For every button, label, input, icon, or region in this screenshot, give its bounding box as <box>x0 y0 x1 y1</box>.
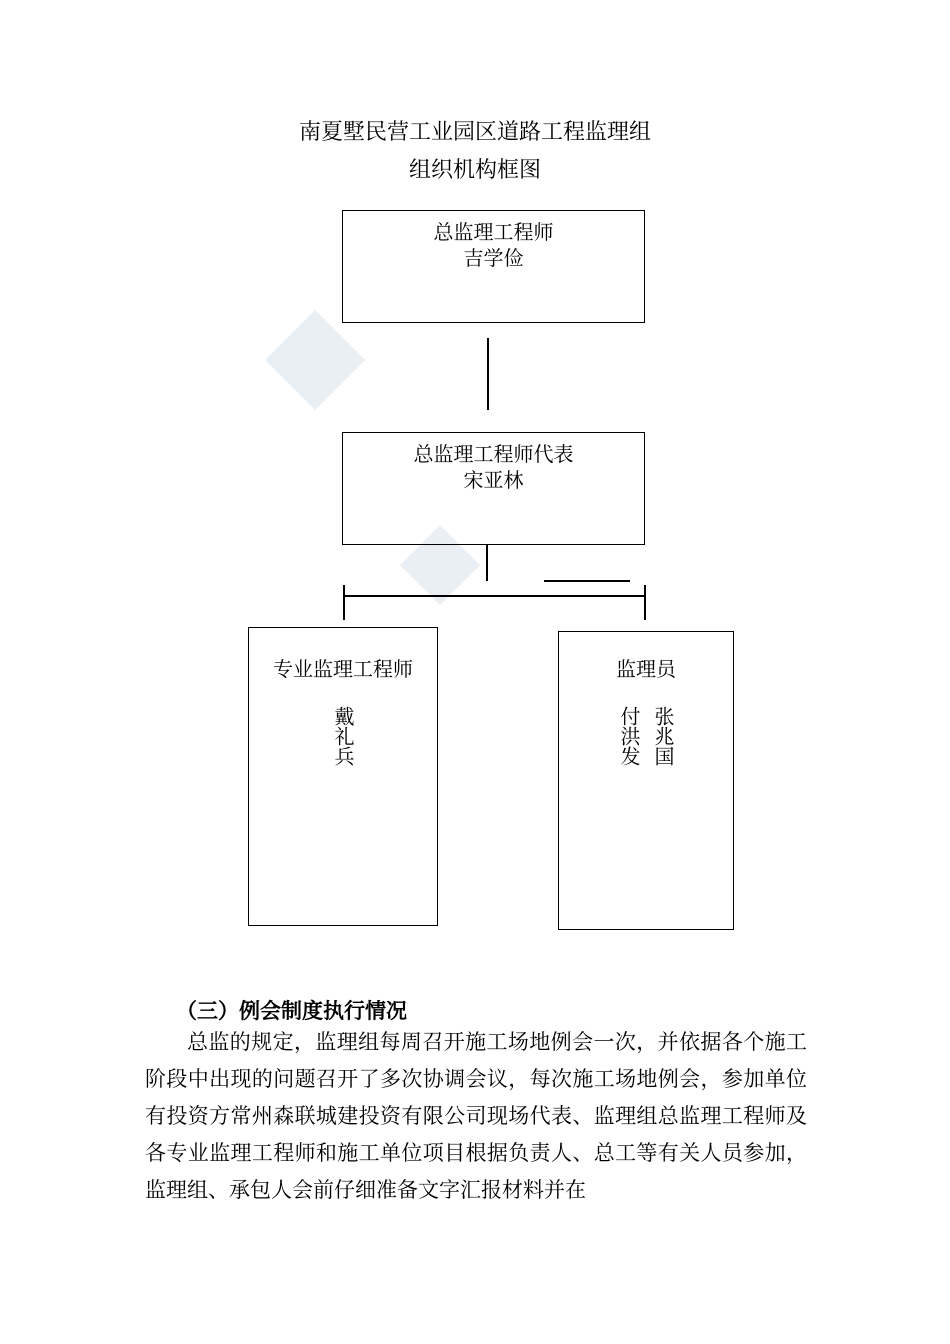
chief-engineer-box <box>342 210 645 323</box>
section-heading: （三）例会制度执行情况 <box>176 999 407 1023</box>
supervisor-name-1: 张兆国 <box>651 706 675 766</box>
connector-short-bar <box>544 580 630 582</box>
chart-title-line1: 南夏墅民营工业园区道路工程监理组 <box>298 120 651 145</box>
connector-left-tick <box>343 585 345 620</box>
specialist-engineer-name: 戴礼兵 <box>331 706 355 766</box>
supervisor-name-2: 付洪发 <box>617 706 641 766</box>
chief-engineer-role: 总监理工程师 <box>433 220 554 244</box>
chief-engineer-name: 吉学俭 <box>463 246 524 270</box>
deputy-engineer-role: 总监理工程师代表 <box>413 442 574 466</box>
section-paragraph: 总监的规定，监理组每周召开施工场地例会一次，并依据各个施工阶段中出现的问题召开了多次协调会议，每次施工场地例会，参加单位有投资方常州森联城建投资有限公司现场代表、监理组总监理工程师及各专业监理工程师和施工单位项目根据负责人、总工等有关人员参加，监理组、承包人会前仔细准备文字汇报材料并在 <box>145 1030 807 1202</box>
chart-title-line2: 组织机构框图 <box>408 158 541 183</box>
connector-chief-deputy <box>487 338 489 410</box>
deputy-engineer-name: 宋亚林 <box>463 468 524 492</box>
specialist-engineer-box <box>248 627 438 926</box>
connector-deputy-down <box>486 545 488 581</box>
supervisor-box <box>558 631 734 930</box>
specialist-engineer-role: 专业监理工程师 <box>273 657 413 681</box>
connector-branch-bar <box>343 595 646 597</box>
supervisor-role: 监理员 <box>616 657 676 681</box>
connector-right-tick <box>644 585 646 620</box>
deputy-engineer-box <box>342 432 645 545</box>
